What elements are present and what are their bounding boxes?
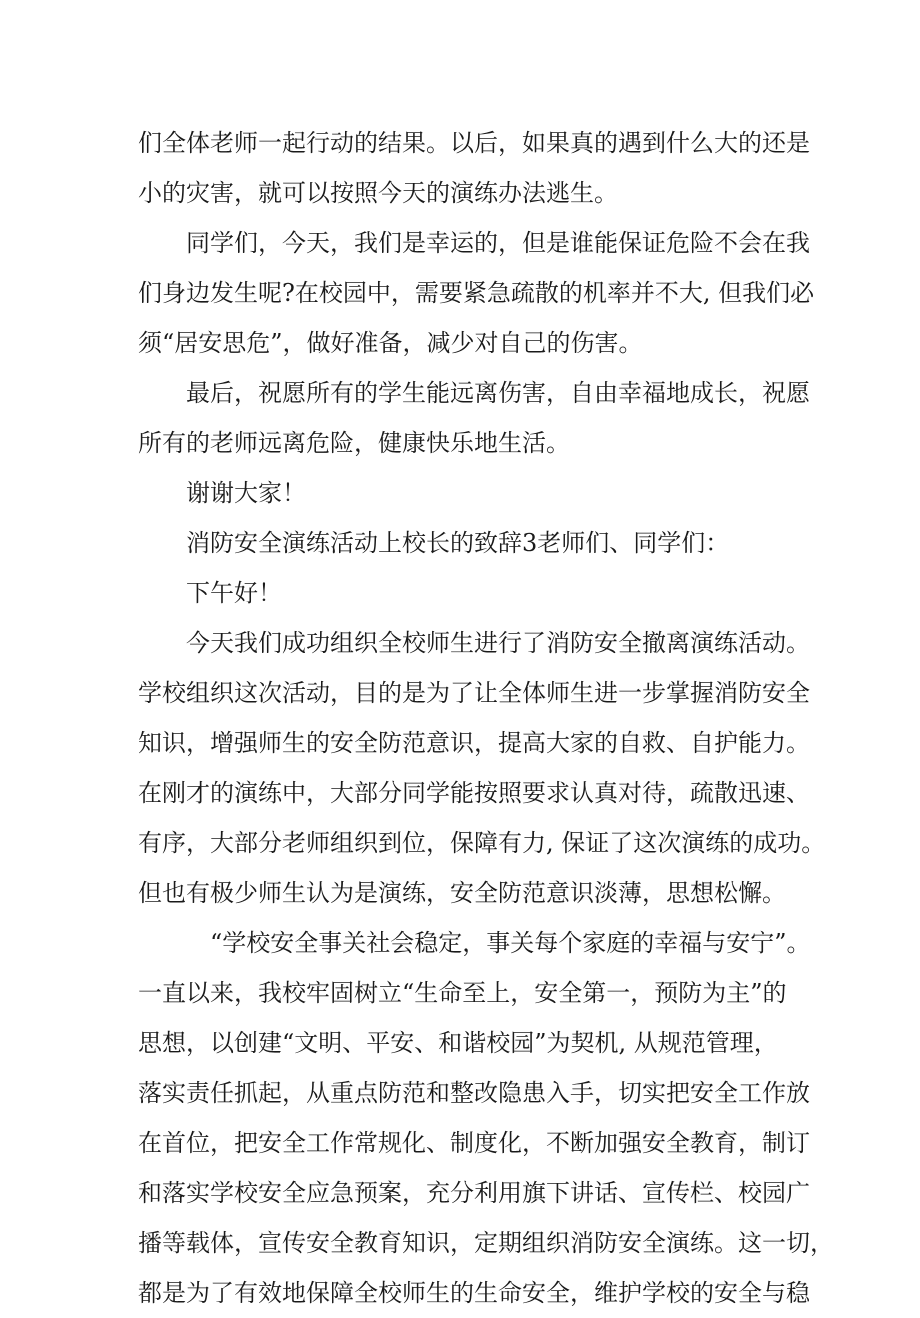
body-line: 须“居安思危”，做好准备，减少对自己的伤害。	[138, 329, 643, 357]
quote-paragraph-start-line: “学校安全事关社会稳定，事关每个家庭的幸福与安宁”。	[210, 929, 811, 957]
body-line: 们身边发生呢?在校园中，需要紧急疏散的机率并不大, 但我们必	[138, 279, 815, 307]
document-body	[138, 118, 834, 1318]
body-line: 们全体老师一起行动的结果。以后，如果真的遇到什么大的还是	[138, 129, 810, 157]
section-heading-line: 消防安全演练活动上校长的致辞3老师们、同学们：	[186, 529, 730, 557]
paragraph-start-line: 同学们，今天，我们是幸运的，但是谁能保证危险不会在我	[186, 229, 810, 257]
body-line: 在刚才的演练中，大部分同学能按照要求认真对待，疏散迅速、	[138, 779, 810, 807]
paragraph-start-line: 今天我们成功组织全校师生进行了消防安全撤离演练活动。	[186, 629, 810, 657]
body-line: 在首位，把安全工作常规化、制度化，不断加强安全教育，制订	[138, 1129, 810, 1157]
body-line: 都是为了有效地保障全校师生的生命安全，维护学校的安全与稳	[138, 1279, 810, 1307]
body-line: 播等载体，宣传安全教育知识，定期组织消防安全演练。这一切，	[138, 1229, 834, 1257]
body-line: 学校组织这次活动，目的是为了让全体师生进一步掌握消防安全	[138, 679, 810, 707]
body-line: 有序，大部分老师组织到位，保障有力, 保证了这次演练的成功。	[138, 829, 826, 857]
greeting-line: 下午好！	[186, 579, 282, 607]
closing-line: 谢谢大家！	[186, 479, 306, 507]
body-line: 一直以来，我校牢固树立“生命至上，安全第一，预防为主”的	[138, 979, 787, 1007]
body-line: 但也有极少师生认为是演练，安全防范意识淡薄，思想松懈。	[138, 879, 786, 907]
body-line: 所有的老师远离危险，健康快乐地生活。	[138, 429, 570, 457]
body-line: 落实责任抓起，从重点防范和整改隐患入手，切实把安全工作放	[138, 1079, 810, 1107]
body-line: 小的灾害，就可以按照今天的演练办法逃生。	[138, 179, 618, 207]
body-line: 知识，增强师生的安全防范意识，提高大家的自救、自护能力。	[138, 729, 810, 757]
paragraph-start-line: 最后，祝愿所有的学生能远离伤害，自由幸福地成长，祝愿	[186, 379, 810, 407]
body-line: 思想，以创建“文明、平安、和谐校园”为契机, 从规范管理，	[138, 1029, 778, 1057]
body-line: 和落实学校安全应急预案，充分利用旗下讲话、宣传栏、校园广	[138, 1179, 810, 1207]
